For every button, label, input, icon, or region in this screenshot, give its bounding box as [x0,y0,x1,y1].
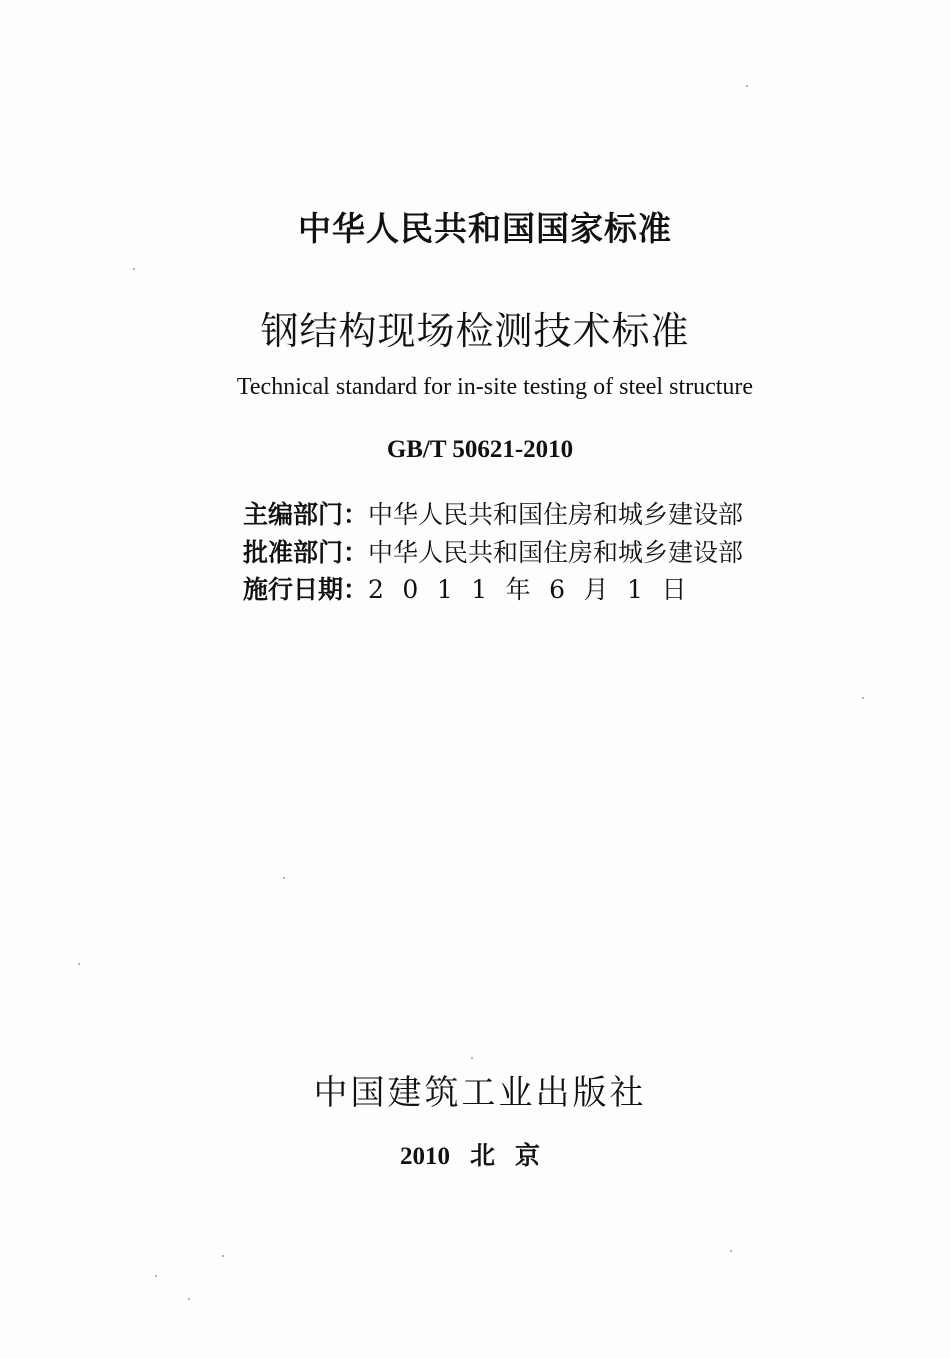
national-standard-heading: 中华人民共和国国家标准 [298,209,672,248]
scan-speck [222,1255,224,1257]
approver-department-label: 批准部门： [243,538,369,567]
scan-speck [471,1057,473,1059]
scan-speck [155,1275,157,1277]
scan-speck [283,877,285,879]
effective-date-value: 2011年6月1日 [368,575,705,604]
scan-speck [188,1298,190,1300]
scan-speck [133,268,135,270]
effective-date-row [243,570,705,604]
publication-city: 北京 [469,1141,560,1170]
standard-title-chinese: 钢结构现场检测技术标准 [260,309,690,353]
scan-speck [746,85,748,87]
publisher-name: 中国建筑工业出版社 [313,1073,647,1113]
scan-speck [862,697,864,699]
standard-code: GB/T 50621-2010 [386,436,574,463]
editor-department-row [243,495,743,529]
publication-year-city [0,1136,950,1172]
editor-department-label: 主编部门： [243,500,369,529]
approver-department-value: 中华人民共和国住房和城乡建设部 [368,538,744,567]
approver-department-row [243,533,743,567]
scan-speck [730,1250,732,1252]
scan-speck [78,963,80,965]
publication-year: 2010 [399,1143,450,1170]
standard-title-english: Technical standard for in-site testing of steel structure [236,374,754,400]
editor-department-value: 中华人民共和国住房和城乡建设部 [368,500,744,529]
effective-date-label: 施行日期： [243,575,369,604]
